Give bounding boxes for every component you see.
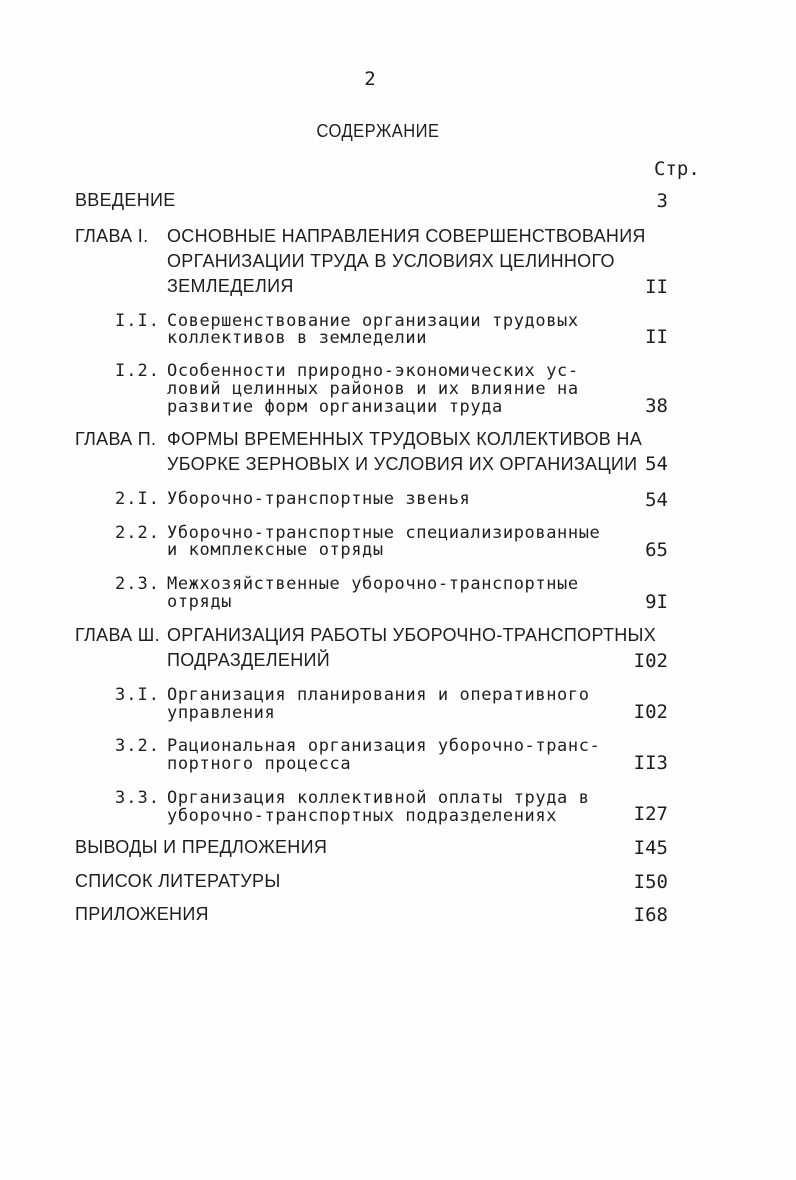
toc-entry-page: 38 — [645, 395, 668, 417]
toc-entry-text: Совершенствование организации трудовых — [167, 311, 579, 331]
toc-entry-page: I02 — [633, 701, 668, 723]
page-title: СОДЕРЖАНИЕ — [316, 121, 440, 141]
toc-entry-label: ГЛАВА I. — [75, 226, 149, 246]
toc-entry-page: I45 — [633, 837, 668, 859]
toc-entry-label: 2.3. — [115, 574, 160, 594]
page-number: 2 — [364, 68, 376, 90]
toc-entry-page: I50 — [633, 871, 668, 893]
toc-entry-text: и комплексные отряды — [167, 540, 384, 560]
toc-entry-page: II — [645, 276, 668, 298]
toc-entry-text: коллективов в земледелии — [167, 328, 428, 348]
toc-entry-text: Организация коллективной оплаты труда в — [167, 788, 590, 808]
toc-entry-text: ловий целинных районов и их влияние на — [167, 379, 579, 399]
toc-entry-text: УБОРКЕ ЗЕРНОВЫХ И УСЛОВИЯ ИХ ОРГАНИЗАЦИИ — [167, 454, 638, 474]
toc-entry-text: портного процесса — [167, 754, 352, 774]
toc-entry-text: Организация планирования и оперативного — [167, 685, 590, 705]
toc-entry-text: СПИСОК ЛИТЕРАТУРЫ — [75, 871, 281, 891]
toc-entry-text: Рациональная организация уборочно-транс- — [167, 736, 601, 756]
toc-entry-page: II3 — [633, 752, 668, 774]
toc-entry-label: 3.2. — [115, 736, 160, 756]
toc-entry-label: I.2. — [115, 361, 160, 381]
toc-entry-text: ОРГАНИЗАЦИИ ТРУДА В УСЛОВИЯХ ЦЕЛИННОГО — [167, 251, 615, 271]
toc-entry-text: ОСНОВНЫЕ НАПРАВЛЕНИЯ СОВЕРШЕНСТВОВАНИЯ — [167, 226, 646, 246]
toc-entry-text: ПРИЛОЖЕНИЯ — [75, 904, 209, 924]
toc-entry-text: развитие форм организации труда — [167, 397, 503, 417]
toc-entry-label: ГЛАВА Ш. — [75, 625, 160, 645]
toc-entry-text: ФОРМЫ ВРЕМЕННЫХ ТРУДОВЫХ КОЛЛЕКТИВОВ НА — [167, 429, 642, 449]
toc-entry-page: 54 — [645, 453, 668, 475]
toc-entry-label: 3.3. — [115, 788, 160, 808]
toc-entry-label: 3.I. — [115, 685, 160, 705]
toc-entry-text: Особенности природно-экономических ус- — [167, 361, 579, 381]
toc-entry-text: уборочно-транспортных подразделениях — [167, 806, 558, 826]
toc-entry-label: 2.I. — [115, 489, 160, 509]
toc-entry-text: Уборочно-транспортные специализированные — [167, 523, 601, 543]
toc-entry-page: 65 — [645, 539, 668, 561]
toc-entry-text: ЗЕМЛЕДЕЛИЯ — [167, 276, 294, 296]
toc-entry-page: I02 — [633, 650, 668, 672]
toc-entry-page: II — [645, 326, 668, 348]
toc-entry-text: отряды — [167, 592, 233, 612]
toc-entry-page: 54 — [645, 489, 668, 511]
toc-entry-text: управления — [167, 703, 276, 723]
toc-entry-label: I.I. — [115, 311, 160, 331]
toc-entry-page: 9I — [645, 591, 668, 613]
toc-entry-text: Уборочно-транспортные звенья — [167, 489, 471, 509]
toc-entry-text: ПОДРАЗДЕЛЕНИЙ — [167, 650, 330, 670]
toc-entry-page: 3 — [656, 190, 668, 212]
toc-entry-label: ГЛАВА П. — [75, 429, 157, 449]
toc-entry-page: I27 — [633, 803, 668, 825]
toc-entry-text: ОРГАНИЗАЦИЯ РАБОТЫ УБОРОЧНО-ТРАНСПОРТНЫХ — [167, 625, 657, 645]
toc-entry-label: 2.2. — [115, 523, 160, 543]
toc-entry-text: Межхозяйственные уборочно-транспортные — [167, 574, 579, 594]
toc-entry-page: I68 — [633, 904, 668, 926]
toc-entry-text: ВВЕДЕНИЕ — [75, 190, 176, 210]
toc-entry-text: ВЫВОДЫ И ПРЕДЛОЖЕНИЯ — [75, 837, 328, 857]
pages-column-header: Стр. — [654, 158, 700, 180]
